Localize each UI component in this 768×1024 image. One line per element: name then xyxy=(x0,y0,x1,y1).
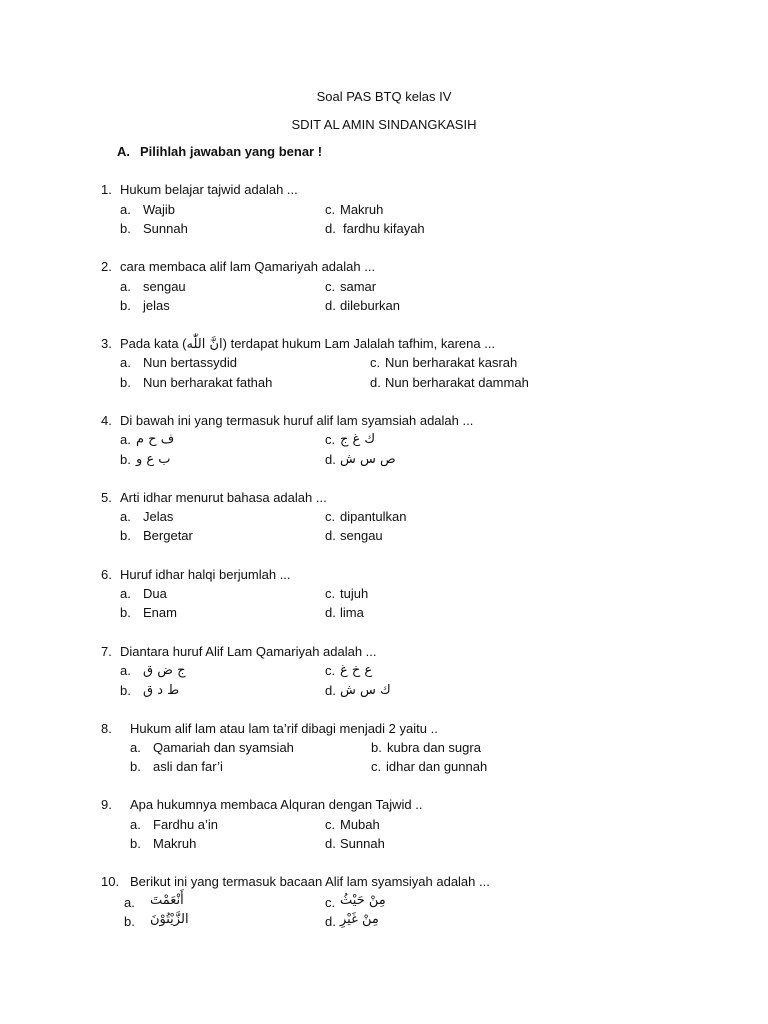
option-text: tujuh xyxy=(340,586,369,601)
option-marker: b. xyxy=(120,528,131,543)
option-text: Jelas xyxy=(143,509,174,524)
question-number: 2. xyxy=(101,259,112,274)
option-marker: a. xyxy=(120,509,131,524)
option-text: Sunnah xyxy=(143,221,188,236)
option-marker: a. xyxy=(120,586,131,601)
option-text: Sunnah xyxy=(340,836,385,851)
option-marker: a. xyxy=(120,432,131,447)
option-marker: d. xyxy=(325,221,336,236)
option-text: Enam xyxy=(143,605,177,620)
option-text: dipantulkan xyxy=(340,509,407,524)
option-text: Qamariah dan syamsiah xyxy=(153,740,294,755)
option-text: Dua xyxy=(143,586,167,601)
option-marker: c. xyxy=(325,279,336,294)
option-text: ك س ش xyxy=(340,683,391,698)
option-marker: a. xyxy=(124,895,135,910)
option-text: asli dan far’i xyxy=(153,759,223,774)
option-text: Makruh xyxy=(153,836,197,851)
option-marker: a. xyxy=(120,663,131,678)
option-marker: b. xyxy=(120,298,131,313)
option-text: Nun bertassydid xyxy=(143,355,237,370)
option-marker: c. xyxy=(325,895,336,910)
section-instruction: Pilihlah jawaban yang benar ! xyxy=(140,144,323,159)
option-text: Nun berharakat dammah xyxy=(385,375,529,390)
option-marker: c. xyxy=(371,759,382,774)
option-marker: c. xyxy=(325,432,336,447)
option-text: الزَّيْتُوْنَ xyxy=(150,912,189,927)
option-text: مِنْ حَيْثُ xyxy=(340,893,386,908)
question-number: 5. xyxy=(101,490,112,505)
question-text: Di bawah ini yang termasuk huruf alif lam syamsiah adalah ... xyxy=(120,413,474,428)
option-marker: c. xyxy=(325,509,336,524)
option-text: dileburkan xyxy=(340,298,400,313)
question-number: 10. xyxy=(101,874,120,889)
option-text: fardhu kifayah xyxy=(343,221,425,236)
option-text: jelas xyxy=(143,298,170,313)
option-text: Nun berharakat kasrah xyxy=(385,355,518,370)
option-text: Makruh xyxy=(340,202,384,217)
option-marker: b. xyxy=(120,221,131,236)
question-text-end: ) terdapat hukum Lam Jalalah tafhim, karena ... xyxy=(222,336,496,351)
question-text: Arti idhar menurut bahasa adalah ... xyxy=(120,490,327,505)
question-text: cara membaca alif lam Qamariyah adalah ... xyxy=(120,259,376,274)
option-marker: d. xyxy=(325,528,336,543)
option-marker: d. xyxy=(325,914,336,929)
option-marker: c. xyxy=(325,663,336,678)
question-number: 7. xyxy=(101,644,112,659)
question-text: Berikut ini yang termasuk bacaan Alif lam syamsiyah adalah ... xyxy=(130,874,490,889)
option-marker: d. xyxy=(325,683,336,698)
question-number: 6. xyxy=(101,567,112,582)
option-marker: a. xyxy=(120,202,131,217)
option-marker: d. xyxy=(325,836,336,851)
option-text: Fardhu a’in xyxy=(153,817,219,832)
option-marker: c. xyxy=(370,355,381,370)
option-marker: b. xyxy=(130,759,141,774)
option-text: lima xyxy=(340,605,364,620)
option-text: samar xyxy=(340,279,377,294)
option-text: ط د ق xyxy=(143,683,180,698)
question-text-start: Pada kata ( xyxy=(120,336,187,351)
school-name: SDIT AL AMIN SINDANGKASIH xyxy=(291,117,477,132)
question-number: 9. xyxy=(101,797,112,812)
option-text: مِنْ غَيْرِ xyxy=(340,912,379,927)
question-number: 1. xyxy=(101,182,112,197)
option-text: Mubah xyxy=(340,817,380,832)
question-text xyxy=(120,336,495,353)
option-marker: b. xyxy=(124,914,135,929)
option-text: kubra dan sugra xyxy=(387,740,481,755)
question-number: 8. xyxy=(101,721,112,736)
option-marker: b. xyxy=(120,375,131,390)
option-text: Nun berharakat fathah xyxy=(143,375,273,390)
option-text: ج ض ق xyxy=(143,663,186,678)
option-marker: d. xyxy=(325,452,336,467)
option-marker: d. xyxy=(370,375,381,390)
question-text: Hukum alif lam atau lam ta’rif dibagi menjadi 2 yaitu .. xyxy=(130,721,438,736)
option-marker: c. xyxy=(325,817,336,832)
section-marker: A. xyxy=(117,144,130,159)
option-text: idhar dan gunnah xyxy=(386,759,488,774)
option-marker: d. xyxy=(325,298,336,313)
option-marker: d. xyxy=(325,605,336,620)
option-text: sengau xyxy=(143,279,186,294)
option-marker: b. xyxy=(120,605,131,620)
option-text: أَنْعَمْتَ xyxy=(150,893,184,908)
option-marker: c. xyxy=(325,202,336,217)
option-text: Bergetar xyxy=(143,528,193,543)
option-marker: b. xyxy=(120,683,131,698)
question-text: Apa hukumnya membaca Alquran dengan Tajwid .. xyxy=(130,797,423,812)
question-text: Hukum belajar tajwid adalah ... xyxy=(120,182,298,197)
option-text: Wajib xyxy=(143,202,176,217)
option-text: ع خ غ xyxy=(340,663,373,678)
option-marker: b. xyxy=(120,452,131,467)
option-marker: c. xyxy=(325,586,336,601)
option-marker: b. xyxy=(371,740,382,755)
option-text: sengau xyxy=(340,528,383,543)
document-title: Soal PAS BTQ kelas IV xyxy=(316,89,452,104)
option-text: ص س ش xyxy=(340,452,396,467)
option-marker: a. xyxy=(120,355,131,370)
question-text: Diantara huruf Alif Lam Qamariyah adalah ... xyxy=(120,644,377,659)
option-marker: a. xyxy=(120,279,131,294)
option-text: ك غ ج xyxy=(340,432,376,447)
arabic-word: انَّ اللّٰه xyxy=(186,337,223,352)
option-marker: a. xyxy=(130,740,141,755)
option-text: ف ح م xyxy=(136,432,175,447)
option-text: ب ع و xyxy=(136,452,171,467)
option-marker: a. xyxy=(130,817,141,832)
question-text: Huruf idhar halqi berjumlah ... xyxy=(120,567,291,582)
question-number: 3. xyxy=(101,336,112,351)
option-marker: b. xyxy=(130,836,141,851)
question-number: 4. xyxy=(101,413,112,428)
